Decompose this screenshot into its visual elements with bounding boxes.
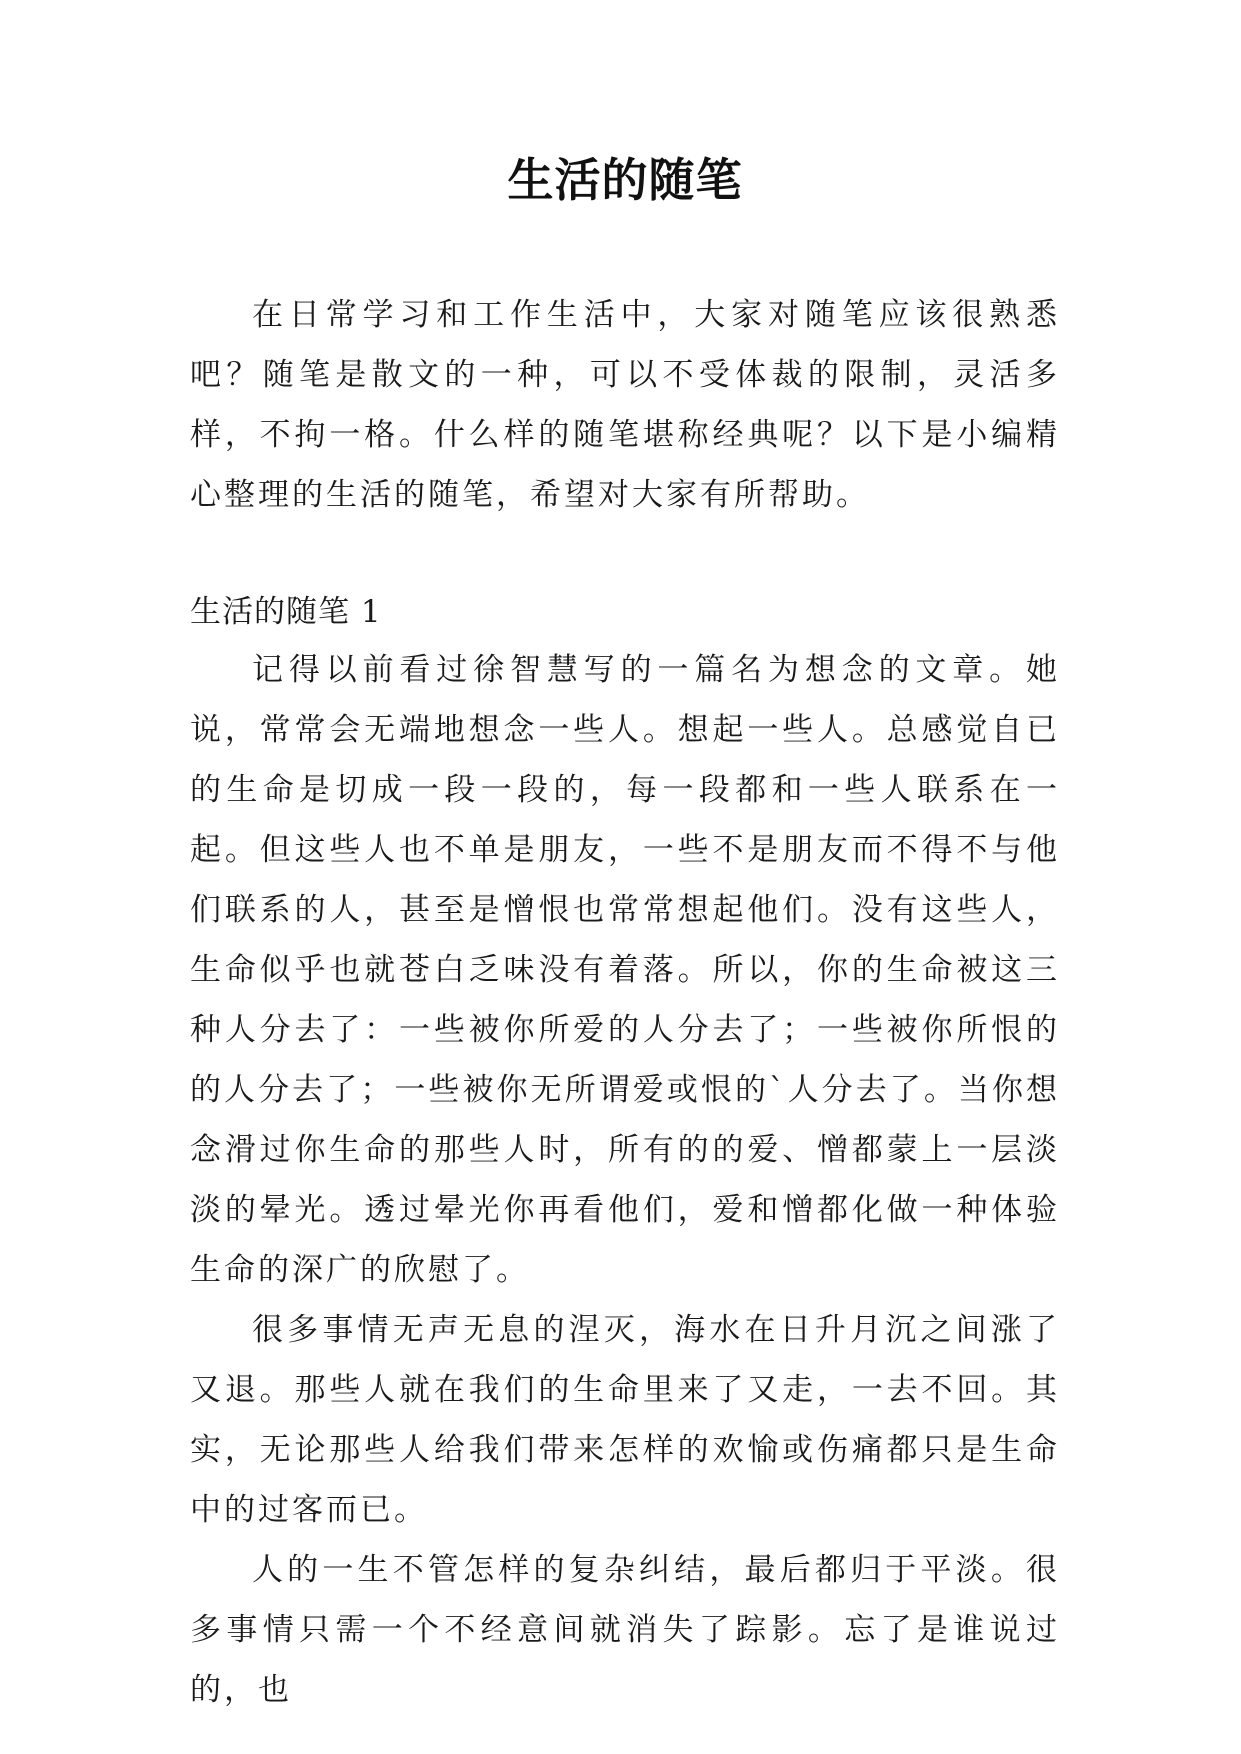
document-page — [190, 0, 1060, 1754]
body-paragraph: 人的一生不管怎样的复杂纠结，最后都归于平淡。很多事情只需一个不经意间就消失了踪影。忘了是谁说过的，也 — [190, 1552, 1060, 1708]
intro-paragraph-block — [190, 285, 1060, 525]
section-heading: 生活的随笔 1 — [190, 594, 382, 630]
intro-paragraph: 在日常学习和工作生活中，大家对随笔应该很熟悉吧？随笔是散文的一种，可以不受体裁的限制，灵活多样，不拘一格。什么样的随笔堪称经典呢？以下是小编精心整理的生活的随笔，希望对大家有所帮助。 — [190, 297, 1060, 513]
document-title: 生活的随笔 — [507, 153, 743, 207]
body-paragraph: 很多事情无声无息的涅灭，海水在日升月沉之间涨了又退。那些人就在我们的生命里来了又走，一去不回。其实，无论那些人给我们带来怎样的欢愉或伤痛都只是生命中的过客而已。 — [190, 1312, 1060, 1528]
body-paragraph: 记得以前看过徐智慧写的一篇名为想念的文章。她说，常常会无端地想念一些人。想起一些人。总感觉自已的生命是切成一段一段的，每一段都和一些人联系在一起。但这些人也不单是朋友，一些不是朋友而不得不与他们联系的人，甚至是憎恨也常常想起他们。没有这些人，生命似乎也就苍白乏味没有着落。所以，你的生命被这三种人分去了：一些被你所爱的人分去了；一些被你所恨的的人分去了；一些被你无所谓爱或恨的`人分去了。当你想念滑过你生命的那些人时，所有的的爱、憎都蒙上一层淡淡的晕光。透过晕光你再看他们，爱和憎都化做一种体验生命的深广的欣慰了。 — [190, 652, 1060, 1288]
article-body — [190, 640, 1060, 1720]
